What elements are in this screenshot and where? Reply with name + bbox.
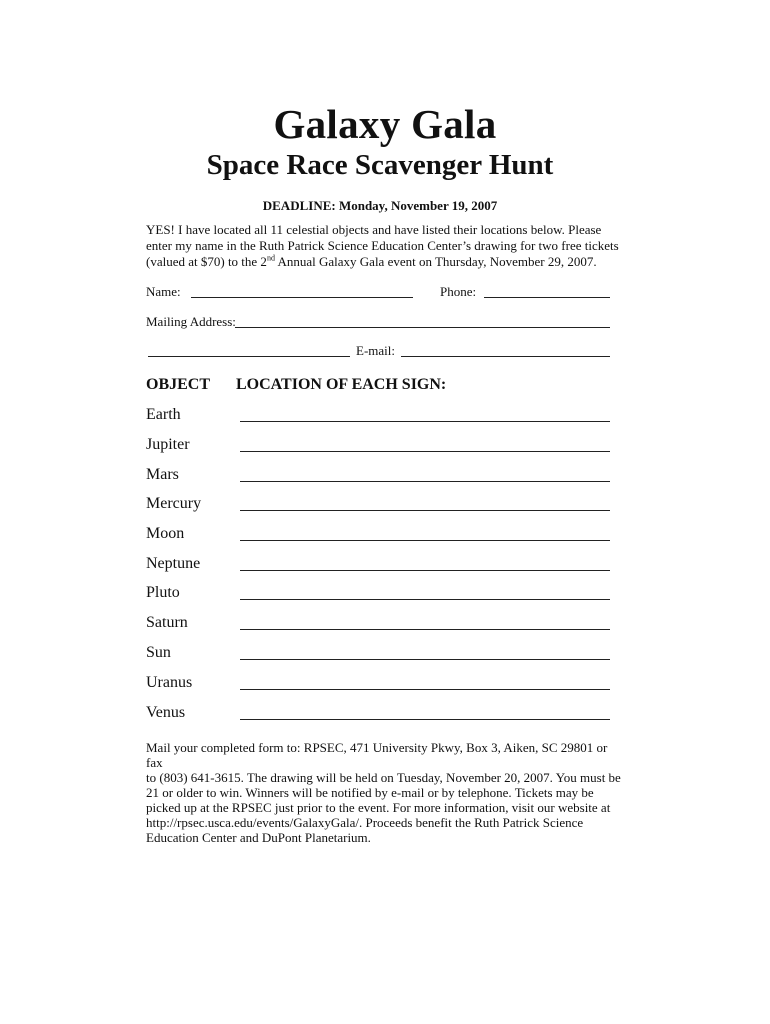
footer-line: to (803) 641-3615. The drawing will be held on Tuesday, November 20, 2007. You must be [146, 770, 621, 785]
phone-field[interactable] [484, 297, 610, 298]
email-label: E-mail: [356, 343, 395, 358]
location-field-earth[interactable] [240, 421, 610, 422]
phone-label: Phone: [440, 284, 477, 299]
footer-line: 21 or older to win. Winners will be notified by e-mail or by telephone. Tickets may be [146, 785, 594, 800]
object-moon: Moon [146, 525, 185, 542]
location-field-mars[interactable] [240, 481, 610, 482]
object-mars: Mars [146, 466, 179, 483]
location-field-saturn[interactable] [240, 629, 610, 630]
object-saturn: Saturn [146, 614, 188, 631]
location-field-jupiter[interactable] [240, 451, 610, 452]
object-uranus: Uranus [146, 674, 193, 691]
location-field-uranus[interactable] [240, 689, 610, 690]
object-pluto: Pluto [146, 584, 180, 601]
location-field-pluto[interactable] [240, 599, 610, 600]
email-field[interactable] [401, 356, 610, 357]
intro-text-part2: Annual Galaxy Gala event on Thursday, November 29, 2007. [274, 254, 597, 269]
object-venus: Venus [146, 704, 186, 721]
mailing-address-label: Mailing Address: [146, 314, 236, 329]
footer-line: Education Center and DuPont Planetarium. [146, 830, 371, 845]
footer-line: http://rpsec.usca.edu/events/GalaxyGala/. Proceeds benefit the Ruth Patrick Science [146, 815, 584, 830]
intro-paragraph [146, 222, 626, 270]
page-title: Galaxy Gala [273, 101, 497, 147]
object-sun: Sun [146, 644, 171, 661]
object-mercury: Mercury [146, 495, 202, 512]
deadline-text: DEADLINE: Monday, November 19, 2007 [262, 198, 498, 213]
location-column-header: LOCATION OF EACH SIGN: [236, 376, 447, 393]
location-field-venus[interactable] [240, 719, 610, 720]
name-label: Name: [146, 284, 181, 299]
location-field-moon[interactable] [240, 540, 610, 541]
mailing-address-field[interactable] [235, 327, 610, 328]
object-jupiter: Jupiter [146, 436, 190, 453]
name-field[interactable] [191, 297, 413, 298]
object-neptune: Neptune [146, 555, 201, 572]
footer-line: Mail your completed form to: RPSEC, 471 University Pkwy, Box 3, Aiken, SC 29801 or fax [146, 740, 608, 770]
mailing-address-line2-field[interactable] [148, 356, 350, 357]
footer-paragraph [146, 740, 626, 845]
location-field-mercury[interactable] [240, 510, 610, 511]
location-field-sun[interactable] [240, 659, 610, 660]
intro-text-part1: YES! I have located all 11 celestial objects and have listed their locations below. Please enter my name in the Ruth Patrick Science Education Center’s drawing for two free tickets (valued at $70) to the 2 [146, 222, 619, 269]
footer-line: picked up at the RPSEC just prior to the event. For more information, visit our website at [146, 800, 611, 815]
location-field-neptune[interactable] [240, 570, 610, 571]
page-subtitle: Space Race Scavenger Hunt [206, 149, 554, 181]
object-earth: Earth [146, 406, 181, 423]
intro-superscript: nd [266, 253, 275, 263]
object-column-header: OBJECT [146, 376, 211, 393]
